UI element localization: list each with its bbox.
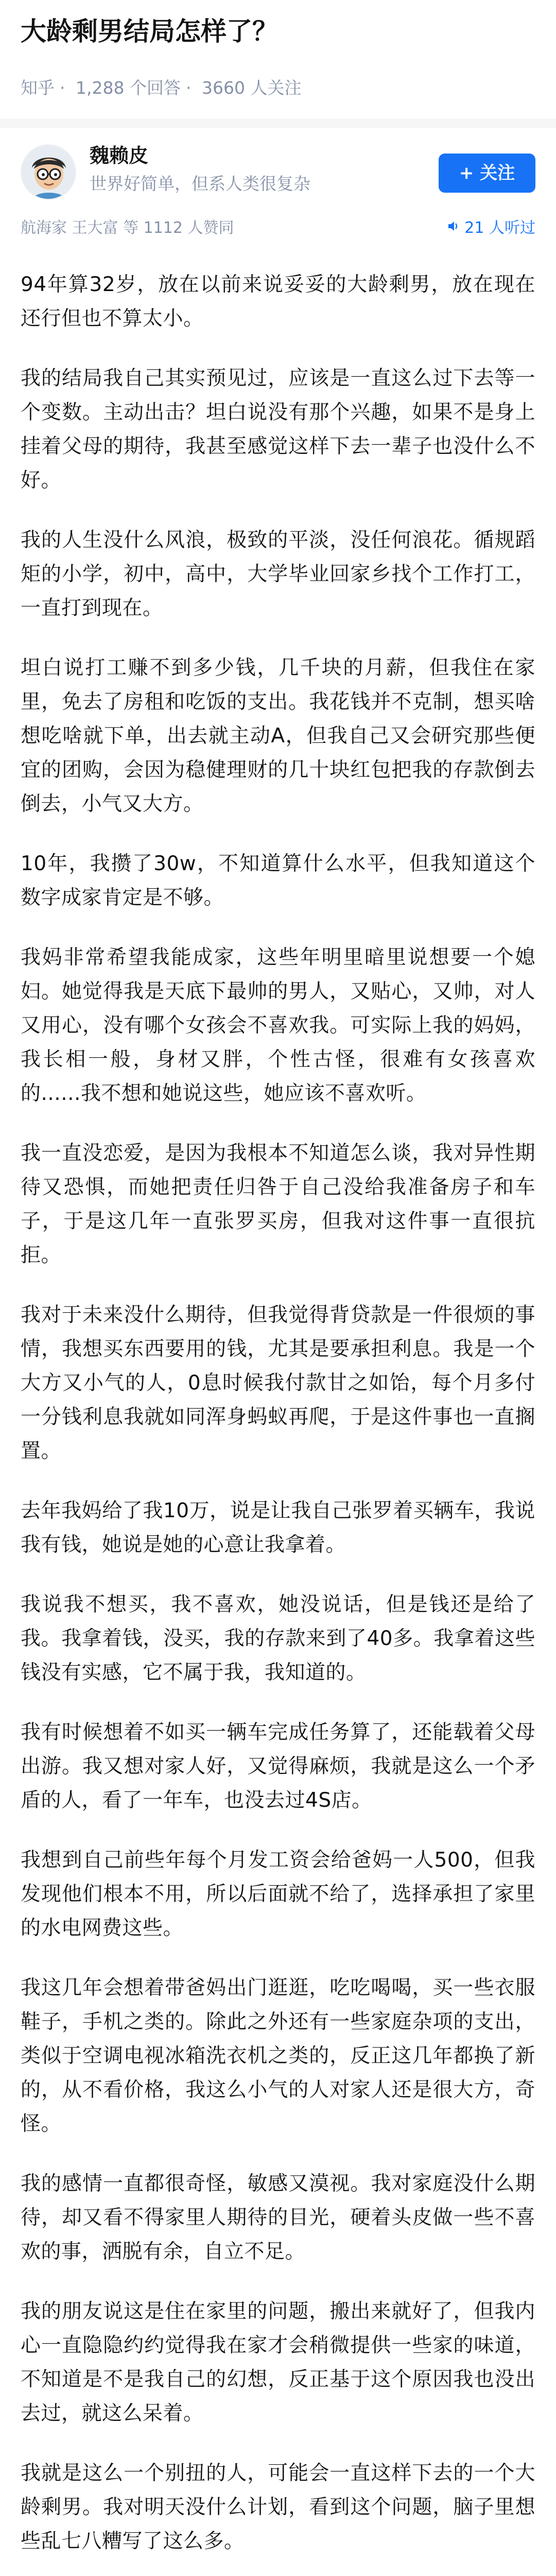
follow-button[interactable]: + 关注 [439,154,535,193]
avatar[interactable] [21,144,76,200]
answer-paragraph: 我一直没恋爱，是因为我根本不知道怎么谈，我对异性期待又恐惧，而她把责任归咎于自己没给我准备房子和车子，于是这几年一直张罗买房，但我对这件事一直很抗拒。 [21,1142,535,1267]
answer-paragraph: 我妈非常希望我能成家，这些年明里暗里说想要一个媳妇。她觉得我是天底下最帅的男人，又贴心，又帅，对人又用心，没有哪个女孩会不喜欢我。可实际上我的妈妈，我长相一般，身材又胖，个性古怪，很难有女孩喜欢的......我不想和她说这些，她应该不喜欢听。 [21,946,535,1105]
listen-count-label: 21 人听过 [464,219,535,237]
upvote-summary[interactable]: 航海家 王大富 等 1112 人赞同 [21,219,234,237]
speaker-icon [447,215,460,241]
listen-count[interactable] [447,215,535,241]
answer-body [21,268,535,2576]
answer-paragraph: 我就是这么一个别扭的人，可能会一直这样下去的一个大龄剩男。我对明天没什么计划，看到这个问题，脑子里想些乱七八糟写了这么多。 [21,2462,535,2553]
question-meta: 知乎 · 1,288 个回答 · 3660 人关注 [21,78,302,98]
answer-count[interactable]: 1,288 个回答 [76,78,181,98]
answer-paragraph: 我的感情一直都很奇怪，敏感又漠视。我对家庭没什么期待，却又看不得家里人期待的目光，硬着头皮做一些不喜欢的事，洒脱有余，自立不足。 [21,2172,535,2263]
question-title[interactable]: 大龄剩男结局怎样了？ [21,16,278,46]
answer-paragraph: 我说我不想买，我不喜欢，她没说话，但是钱还是给了我。我拿着钱，没买，我的存款来到了40多。我拿着这些钱没有实感，它不属于我，我知道的。 [21,1593,535,1684]
answer-paragraph: 去年我妈给了我10万，说是让我自己张罗着买辆车，我说我有钱，她说是她的心意让我拿着。 [21,1499,535,1556]
answer-paragraph: 我想到自己前些年每个月发工资会给爸妈一人500，但我发现他们根本不用，所以后面就不给了，选择承担了家里的水电网费这些。 [21,1849,535,1940]
answer-paragraph: 10年，我攒了30w，不知道算什么水平，但我知道这个数字成家肯定是不够。 [21,852,535,909]
platform-label: 知乎 [21,78,55,98]
answer-paragraph: 坦白说打工赚不到多少钱，几千块的月薪，但我住在家里，免去了房租和吃饭的支出。我花钱并不克制，想买啥想吃啥就下单，出去就主动A，但我自己又会研究那些便宜的团购，会因为稳健理财的几十块红包把我的存款倒去倒去，小气又大方。 [21,656,535,816]
answer-paragraph: 我对于未来没什么期待，但我觉得背贷款是一件很烦的事情，我想买东西要用的钱，尤其是要承担利息。我是一个大方又小气的人，0息时候我付款甘之如饴，每个月多付一分钱利息我就如同浑身蚂蚁再爬，于是这件事也一直搁置。 [21,1303,535,1463]
answer-paragraph: 94年算32岁，放在以前来说妥妥的大龄剩男，放在现在还行但也不算太小。 [21,273,535,330]
section-divider [0,118,556,128]
author-card [21,139,535,211]
author-name[interactable]: 魏赖皮 [90,144,149,167]
answer-paragraph: 我的结局我自己其实预见过，应该是一直这么过下去等一个变数。主动出击？坦白说没有那个兴趣，如果不是身上挂着父母的期待，我甚至感觉这样下去一辈子也没什么不好。 [21,367,535,492]
answer-paragraph: 我有时候想着不如买一辆车完成任务算了，还能载着父母出游。我又想对家人好，又觉得麻烦，我就是这么一个矛盾的人，看了一年车，也没去过4S店。 [21,1721,535,1812]
answer-paragraph: 我的人生没什么风浪，极致的平淡，没任何浪花。循规蹈矩的小学，初中，高中，大学毕业回家乡找个工作打工，一直打到现在。 [21,529,535,620]
avatar-glasses-man-icon [22,145,75,199]
author-bio: 世界好简单，但系人类很复杂 [90,174,310,194]
credentials-row [21,215,535,241]
follow-count: 3660 人关注 [201,78,302,98]
answer-paragraph: 我的朋友说这是住在家里的问题，搬出来就好了，但我内心一直隐隐约约觉得我在家才会稍微提供一些家的味道，不知道是不是我自己的幻想，反正基于这个原因我也没出去过，就这么呆着。 [21,2300,535,2425]
answer-paragraph: 我这几年会想着带爸妈出门逛逛，吃吃喝喝，买一些衣服鞋子，手机之类的。除此之外还有一些家庭杂项的支出，类似于空调电视冰箱洗衣机之类的，反正这几年都换了新的，从不看价格，我这么小气的人对家人还是很大方，奇怪。 [21,1976,535,2136]
